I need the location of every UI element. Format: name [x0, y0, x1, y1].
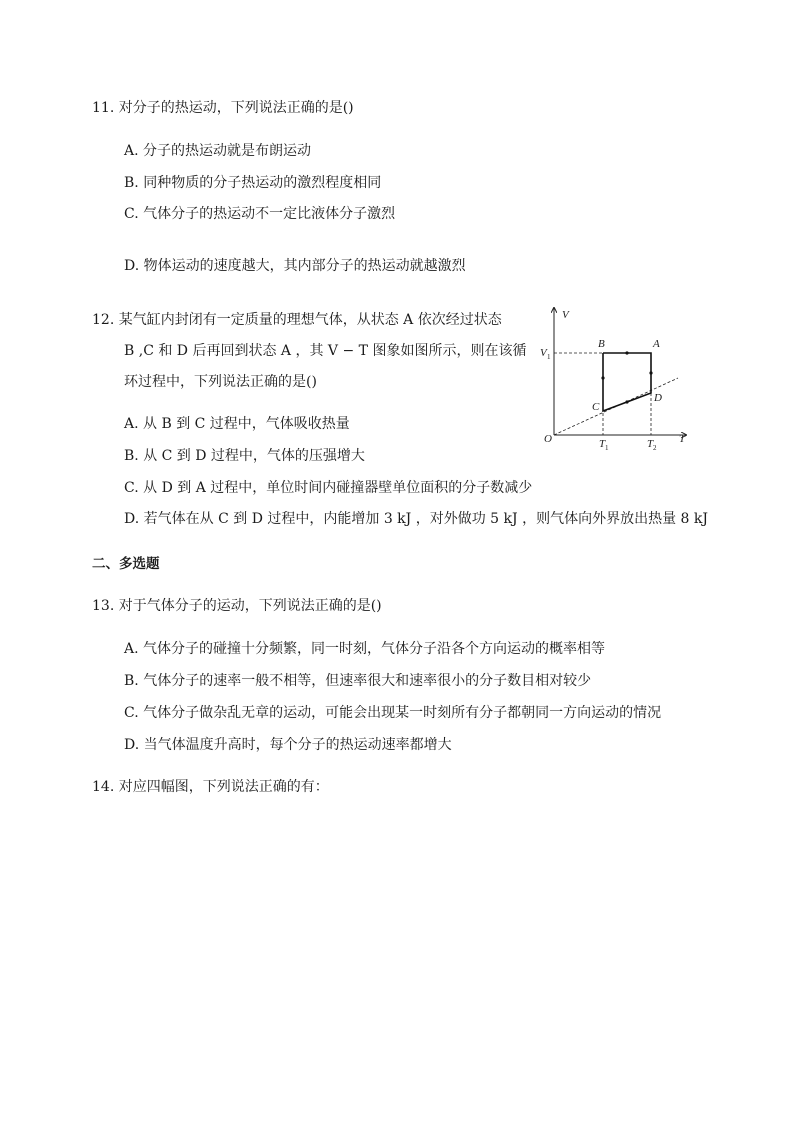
arrow-dot-cd: [625, 400, 628, 403]
vt-graph: [536, 300, 696, 460]
q11-option-b: B. 同种物质的分子热运动的激烈程度相同: [124, 175, 382, 191]
q12-stem-line-3: 环过程中，下列说法正确的是(): [124, 374, 317, 390]
arrow-dot-ab: [625, 351, 628, 354]
q12-stem-line-1: 12. 某气缸内封闭有一定质量的理想气体，从状态 A 依次经过状态: [92, 312, 502, 328]
q14-stem: 14. 对应四幅图，下列说法正确的有：: [92, 779, 329, 795]
v1-subscript: 1: [547, 353, 551, 361]
section-title: 二、多选题: [92, 556, 160, 572]
q12-option-a: A. 从 B 到 C 过程中，气体吸收热量: [124, 416, 350, 432]
v-axis-label: V: [562, 309, 569, 321]
v1-label: V: [540, 347, 547, 359]
q11-option-c: C. 气体分子的热运动不一定比液体分子激烈: [124, 206, 396, 222]
q12-option-b: B. 从 C 到 D 过程中，气体的压强增大: [124, 448, 365, 464]
t2-subscript: 2: [653, 444, 657, 452]
q11-option-d: D. 物体运动的速度越大，其内部分子的热运动就越激烈: [124, 258, 466, 274]
point-c-label: C: [592, 401, 600, 413]
origin-label: O: [544, 433, 552, 445]
q13-stem: 13. 对于气体分子的运动，下列说法正确的是(): [92, 598, 382, 614]
q12-option-c: C. 从 D 到 A 过程中，单位时间内碰撞器壁单位面积的分子数减少: [124, 480, 533, 496]
t1-subscript: 1: [605, 444, 609, 452]
t1-label: T: [599, 438, 606, 450]
q11-option-a: A. 分子的热运动就是布朗运动: [124, 143, 312, 159]
point-a-label: A: [653, 338, 660, 350]
q13-option-c: C. 气体分子做杂乱无章的运动，可能会出现某一时刻所有分子都朝同一方向运动的情况: [124, 705, 662, 721]
t-axis-label: T: [679, 433, 686, 445]
q12-stem-line-2: B ,C 和 D 后再回到状态 A ，其 V − T 图象如图所示，则在该循: [124, 343, 527, 359]
q13-option-d: D. 当气体温度升高时，每个分子的热运动速率都增大: [124, 737, 452, 753]
q13-option-b: B. 气体分子的速率一般不相等，但速率很大和速率很小的分子数目相对较少: [124, 673, 592, 689]
q11-stem: 11. 对分子的热运动，下列说法正确的是(): [92, 100, 354, 116]
arrow-dot-bc: [601, 376, 604, 379]
q12-option-d: D. 若气体在从 C 到 D 过程中，内能增加 3 kJ ，对外做功 5 kJ ，则气体向外界放出热量 8 kJ: [124, 511, 708, 527]
q13-option-a: A. 气体分子的碰撞十分频繁，同一时刻，气体分子沿各个方向运动的概率相等: [124, 641, 606, 657]
point-b-label: B: [598, 338, 605, 350]
t2-label: T: [647, 438, 654, 450]
point-d-label: D: [654, 392, 662, 404]
arrow-dot-da: [649, 371, 652, 374]
